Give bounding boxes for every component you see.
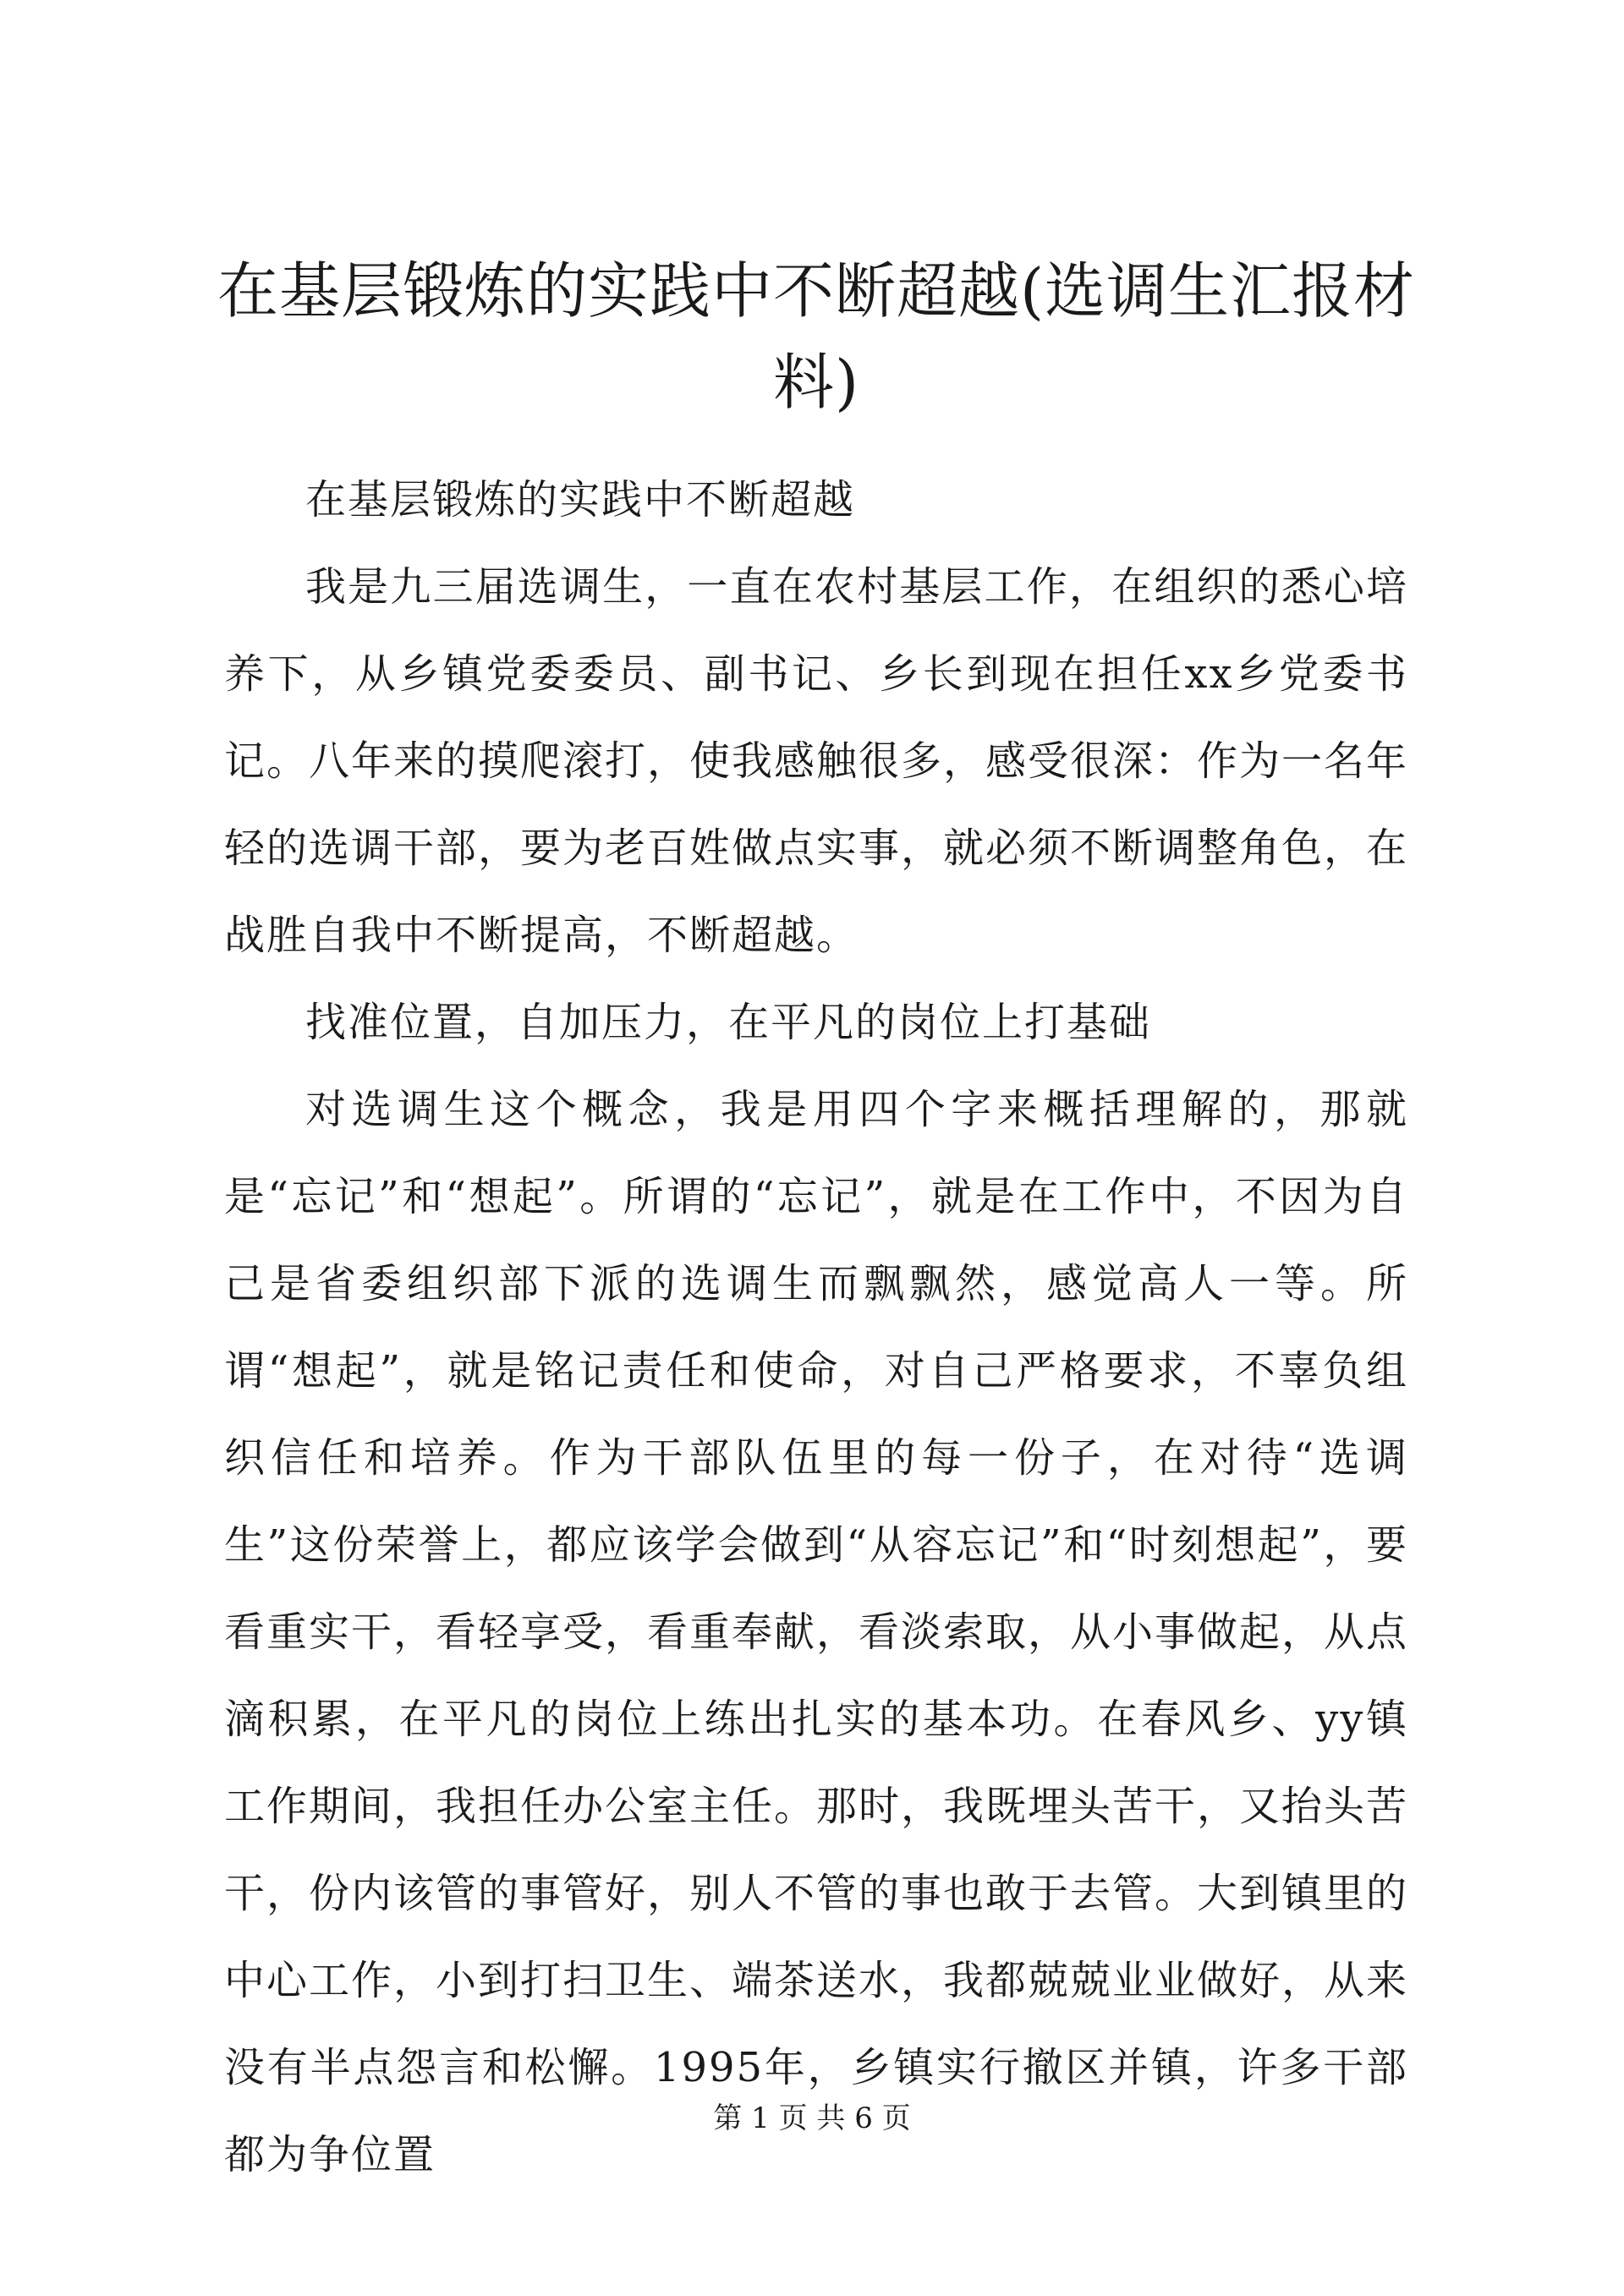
document-body bbox=[224, 457, 1408, 2199]
page-number-footer: 第 1 页 共 6 页 bbox=[713, 2101, 911, 2135]
body-paragraph: 我是九三届选调生，一直在农村基层工作，在组织的悉心培养下，从乡镇党委委员、副书记、乡长到现在担任xx乡党委书记。八年来的摸爬滚打，使我感触很多，感受很深：作为一名年轻的选调干部，要为老百姓做点实事，就必须不断调整角色，在战胜自我中不断提高，不断超越。 bbox=[224, 563, 1409, 959]
body-paragraph: 对选调生这个概念，我是用四个字来概括理解的，那就是“忘记”和“想起”。所谓的“忘记”，就是在工作中，不因为自己是省委组织部下派的选调生而飘飘然，感觉高人一等。所谓“想起”，就是铭记责任和使命，对自己严格要求，不辜负组织信任和培养。作为干部队伍里的每一份子，在对待“选调生”这份荣誉上，都应该学会做到“从容忘记”和“时刻想起”，要看重实干，看轻享受，看重奉献，看淡索取，从小事做起，从点滴积累，在平凡的岗位上练出扎实的基本功。在春风乡、yy镇工作期间，我担任办公室主任。那时，我既埋头苦干，又抬头苦干，份内该管的事管好，别人不管的事也敢于去管。大到镇里的中心工作，小到打扫卫生、端茶送水，我都兢兢业业做好，从来没有半点怨言和松懈。1995年，乡镇实行撤区并镇，许多干部都为争位置 bbox=[224, 1086, 1409, 2178]
document-title: 在基层锻炼的实践中不断超越(选调生汇报材料) bbox=[217, 255, 1416, 418]
section-heading: 找准位置，自加压力，在平凡的岗位上打基础 bbox=[305, 999, 1152, 1046]
subtitle-paragraph: 在基层锻炼的实践中不断超越 bbox=[305, 476, 856, 523]
